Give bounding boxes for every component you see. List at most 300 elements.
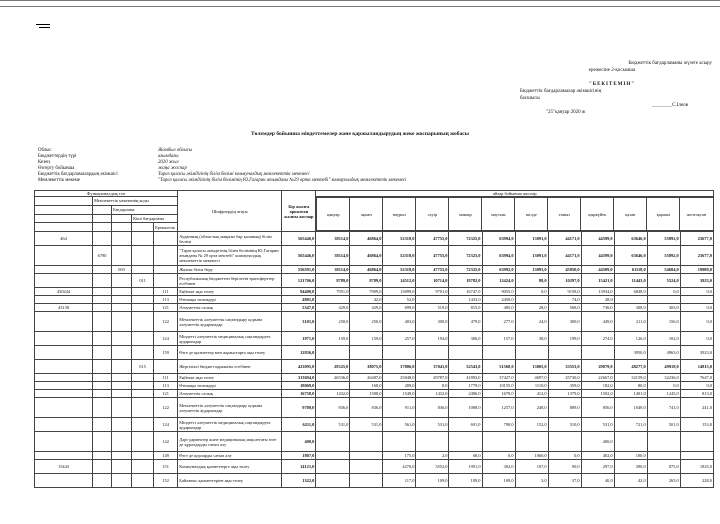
cell-subprogram — [132, 474, 154, 488]
cell-month: 159,0 — [350, 332, 383, 346]
cell-month: 44599,0 — [581, 232, 614, 246]
cell-month: 1679,0 — [482, 390, 515, 398]
cell-state-inst — [93, 452, 112, 460]
cell-state-inst — [93, 274, 112, 288]
meta-value: "Тараз қаласы әкімдігінің білім бөлімінің Ю.Гагарин атындағы №29 орта мектебі" коммуналдық мемлекеттік мекемесі — [158, 178, 407, 184]
cell-month: 22667,0 — [581, 374, 614, 382]
cell-subprogram — [132, 374, 154, 382]
cell-name: Байланыс қызметтеріне ақы төлеу — [178, 474, 282, 488]
cell-month: 33553,0 — [548, 360, 581, 374]
cell-month: 29787,0 — [416, 374, 449, 382]
cell-month: 72325,0 — [449, 232, 482, 246]
cell-month: 157,0 — [482, 332, 515, 346]
cell-program — [112, 232, 132, 246]
cell-month: 175,0 — [383, 452, 416, 460]
cell-month: 403,0 — [383, 312, 416, 332]
cell-subprogram: 015 — [132, 360, 154, 374]
cell-month: 3923,0 — [680, 274, 713, 288]
cell-month: 13099,0 — [383, 288, 416, 296]
cell-month: 400,0 — [581, 432, 614, 452]
cell-month: 10714,0 — [416, 274, 449, 288]
cell-month: 8789,0 — [350, 274, 383, 288]
cell-program — [112, 382, 132, 390]
approval-stamp: "БЕКІТЕМІН" — [589, 82, 635, 87]
cell-month: 300,0 — [416, 312, 449, 332]
cell-subprogram — [132, 398, 154, 418]
cell-month: 412,0 — [515, 390, 548, 398]
table-row — [35, 452, 714, 460]
cell-state-inst — [93, 346, 112, 360]
cell-month: 911,0 — [383, 398, 416, 418]
cell-func-group — [35, 474, 93, 488]
cell-month: 1502,0 — [581, 390, 614, 398]
cell-month: 63646,0 — [614, 232, 647, 246]
cell-month — [350, 452, 383, 460]
cell-func-group — [35, 246, 93, 266]
cell-month — [614, 432, 647, 452]
cell-month: 306,0 — [449, 332, 482, 346]
table-row — [35, 418, 714, 432]
cell-month — [449, 432, 482, 452]
meta-key: Облыс — [38, 148, 52, 153]
cell-state-inst — [93, 266, 112, 274]
approval-signer-name: С.Ілеов — [672, 103, 688, 108]
document-title: Төлемдер бойынша міндеттемелер және қаржыландырудың жеке жоспарының жобасы — [251, 131, 469, 137]
cell-month: 12424,0 — [482, 274, 515, 288]
table-row — [35, 346, 714, 360]
table-row — [35, 296, 714, 304]
cell-month: 182,0 — [581, 382, 614, 390]
cell-month: 72325,0 — [449, 266, 482, 274]
cell-month: 429,0 — [350, 304, 383, 312]
cell-month: 194,0 — [416, 332, 449, 346]
cell-month: 836,0 — [416, 398, 449, 418]
cell-month: 47755,0 — [416, 232, 449, 246]
cell-month: 1433,0 — [449, 296, 482, 304]
cell-month — [383, 432, 416, 452]
cell-month: 1401,0 — [614, 390, 647, 398]
cell-subprogram — [132, 390, 154, 398]
cell-program — [112, 390, 132, 398]
cell-month: 2450,0 — [482, 296, 515, 304]
cell-month: 0,0 — [647, 288, 680, 296]
cell-month — [316, 452, 350, 460]
month-header: қыркүйек — [581, 198, 614, 231]
cell-month: 37041,0 — [416, 360, 449, 374]
cell-state-inst — [93, 474, 112, 488]
cell-month: 741,0 — [647, 398, 680, 418]
cell-state-inst — [93, 382, 112, 390]
cell-program — [112, 312, 132, 332]
cell-name: Міндетті әлеуметтік медициналық сақтандыруға аударымдар — [178, 418, 282, 432]
cell-month — [515, 432, 548, 452]
month-header: желтоқсан — [680, 198, 713, 231]
cell-month: 44599,0 — [581, 246, 614, 266]
cell-func-group — [35, 418, 93, 432]
cell-month: 1088,0 — [449, 398, 482, 418]
cell-month: 23677,0 — [680, 232, 713, 246]
cell-month: 265,0 — [647, 474, 680, 488]
month-header: сәуір — [416, 198, 449, 231]
cell-month: 228,0 — [680, 474, 713, 488]
cell-month: 798,0 — [482, 418, 515, 432]
cell-month: 37806,0 — [383, 360, 416, 374]
cell-month: 390,0 — [614, 460, 647, 474]
cell-month: 48277,0 — [614, 360, 647, 374]
month-header: тамыз — [548, 198, 581, 231]
cell-month: 561,0 — [383, 418, 416, 432]
cell-month: 38114,0 — [316, 266, 350, 274]
cell-program — [112, 246, 132, 266]
cell-name: Еңбекке ақы төлеу — [178, 374, 282, 382]
cell-specific: 152 — [154, 474, 178, 488]
cell-month: 813,0 — [680, 390, 713, 398]
cell-month: 13005,0 — [515, 360, 548, 374]
cell-name: Дәрі-дәрмектер және медициналық мақсаттағы өзге де құралдарды сатып алу — [178, 432, 282, 452]
cell-subprogram — [132, 382, 154, 390]
table-row — [35, 332, 714, 346]
cell-state-inst — [93, 296, 112, 304]
cell-program: 003 — [112, 266, 132, 274]
cell-func-group — [35, 312, 93, 332]
header-specific: Ерекшелік — [154, 223, 178, 232]
header-name: Шифрлердің атауы — [178, 191, 282, 232]
cell-month: 52318,0 — [383, 266, 416, 274]
cell-month: 51568,0 — [482, 360, 515, 374]
cell-specific — [154, 246, 178, 266]
cell-month: 300,0 — [548, 312, 581, 332]
header-months-cell — [316, 197, 714, 232]
cell-month — [350, 432, 383, 452]
cell-month: 80,0 — [614, 382, 647, 390]
cell-func-group — [35, 360, 93, 374]
meta-key: Бюджеттік бағдарламалардың әкімшісі — [38, 172, 118, 178]
cell-month — [316, 382, 350, 390]
meta-value: Тараз қаласы әкімдігінің білім бөлімі коммуналдық мемлекеттік мекемесі — [158, 172, 310, 178]
cell-name: Республикалық бюджеттен берілетін трансферттер есебінен — [178, 274, 282, 288]
cell-month: 531,0 — [581, 418, 614, 432]
cell-total: 1807,0 — [282, 452, 316, 460]
cell-month: 159,0 — [316, 332, 350, 346]
table-row — [35, 390, 714, 398]
cell-month: 74,0 — [548, 296, 581, 304]
cell-month: 109,0 — [482, 474, 515, 488]
cell-subprogram: 011 — [132, 274, 154, 288]
cell-month: 28,0 — [581, 296, 614, 304]
cell-month: 0,0 — [416, 382, 449, 390]
cell-state-inst — [93, 312, 112, 332]
cell-month: 32159,0 — [614, 374, 647, 382]
cell-month: 856,0 — [581, 398, 614, 418]
cell-month: 0,0 — [680, 332, 713, 346]
cell-month: 9701,0 — [416, 288, 449, 296]
cell-specific — [154, 274, 178, 288]
cell-month: 485,0 — [482, 304, 515, 312]
header-subprogram: Кіші бағдарлама — [132, 214, 178, 223]
cell-program — [112, 274, 132, 288]
cell-month — [482, 432, 515, 452]
cell-month: 63646,0 — [614, 246, 647, 266]
cell-month: 889,0 — [548, 398, 581, 418]
cell-month: 736,0 — [581, 304, 614, 312]
cell-month: 63992,0 — [482, 266, 515, 274]
cell-subprogram — [132, 332, 154, 346]
cell-name: Жалпы білім беру — [178, 266, 282, 274]
cell-subprogram — [132, 460, 154, 474]
cell-month: 2496,0 — [449, 390, 482, 398]
header-months-title: айлар бойынша жоспар — [316, 191, 714, 197]
cell-month: 836,0 — [316, 398, 350, 418]
cell-month: 42,0 — [350, 296, 383, 304]
cell-func-group — [35, 390, 93, 398]
cell-month: 0,0 — [680, 382, 713, 390]
cell-program — [112, 374, 132, 382]
cell-month: 46864,0 — [350, 246, 383, 266]
header-total: Бір жылға арналған жалпы жоспар — [282, 191, 316, 232]
cell-specific: 113 — [154, 382, 178, 390]
header-row-2 — [35, 197, 714, 206]
cell-specific: 122 — [154, 398, 178, 418]
cell-state-inst — [93, 460, 112, 474]
cell-program — [112, 332, 132, 346]
cell-month: 19980,0 — [680, 266, 713, 274]
table-row — [35, 432, 714, 452]
cell-month — [647, 452, 680, 460]
cell-specific: 159 — [154, 346, 178, 360]
cell-subprogram — [132, 346, 154, 360]
cell-month: 274,0 — [581, 332, 614, 346]
table-row — [35, 382, 714, 390]
cell-month: 24,0 — [515, 312, 548, 332]
cell-specific: 124 — [154, 418, 178, 432]
cell-month: 7647,0 — [680, 374, 713, 382]
cell-total: 14121,0 — [282, 460, 316, 474]
month-headers — [316, 197, 713, 231]
cell-specific: 124 — [154, 332, 178, 346]
cell-func-group: 15443 — [35, 460, 93, 474]
cell-subprogram — [132, 266, 154, 274]
cell-month: 0,0 — [680, 288, 713, 296]
cell-month: 1060,0 — [515, 452, 548, 460]
cell-func-group — [35, 432, 93, 452]
cell-month: 402,0 — [581, 452, 614, 460]
cell-month: 1110,0 — [515, 382, 548, 390]
cell-month: 55892,0 — [647, 246, 680, 266]
cell-month — [316, 460, 350, 474]
cell-program — [112, 418, 132, 432]
cell-specific — [154, 232, 178, 246]
cell-specific: 142 — [154, 432, 178, 452]
cell-name: Еңбекке ақы төлеу — [178, 288, 282, 296]
cell-func-group: 43138 — [35, 304, 93, 312]
cell-month: 0,0 — [680, 304, 713, 312]
corner-mark — [36, 22, 52, 30]
approval-admin-2: басшысы — [520, 96, 540, 101]
cell-month: 0,0 — [647, 382, 680, 390]
cell-specific: 121 — [154, 304, 178, 312]
table-row — [35, 474, 714, 488]
cell-month: 4270,0 — [383, 460, 416, 474]
cell-month: 2,0 — [416, 452, 449, 460]
cell-month: 501,0 — [647, 418, 680, 432]
cell-month: 531,0 — [316, 418, 350, 432]
cell-state-inst — [93, 332, 112, 346]
cell-month: 14815,0 — [680, 360, 713, 374]
cell-month — [350, 346, 383, 360]
cell-month: 6848,0 — [614, 288, 647, 296]
table-row — [35, 232, 714, 246]
cell-state-inst — [93, 232, 112, 246]
table-row — [35, 360, 714, 374]
cell-name: Мемлекеттік әлеуметтік сақтандыру қорына әлеуметтік аударымдар — [178, 312, 282, 332]
cell-month: 19782,0 — [449, 274, 482, 288]
cell-month — [647, 296, 680, 304]
cell-specific — [154, 266, 178, 274]
cell-month — [316, 474, 350, 488]
cell-subprogram — [132, 418, 154, 432]
cell-month: 1257,0 — [482, 398, 515, 418]
month-header: қаңтар — [317, 198, 350, 231]
cell-program — [112, 474, 132, 488]
approval-line-1: Бюджеттік бағдарламаны жүзеге асыру — [628, 61, 712, 66]
cell-month: 72325,0 — [449, 246, 482, 266]
cell-month: 55892,0 — [647, 232, 680, 246]
cell-total: 12836,0 — [282, 346, 316, 360]
cell-month: 49918,0 — [647, 360, 680, 374]
cell-month — [515, 346, 548, 360]
cell-subprogram — [132, 296, 154, 304]
cell-month: 199,0 — [548, 332, 581, 346]
cell-name: Міндетті әлеуметтік медициналық сақтандыруға аударымдар — [178, 332, 282, 346]
cell-month — [680, 432, 713, 452]
cell-month: 257,0 — [383, 332, 416, 346]
approval-date: "25"қаңтар 2020 ж — [546, 110, 586, 115]
cell-month — [614, 296, 647, 304]
cell-month: 250,0 — [350, 312, 383, 332]
cell-month: 52543,0 — [449, 360, 482, 374]
cell-func-group: 464 — [35, 232, 93, 246]
cell-total: 121706,0 — [282, 274, 316, 288]
cell-month: 7951,0 — [316, 288, 350, 296]
cell-month: 297,0 — [581, 460, 614, 474]
month-header-row — [317, 198, 713, 231]
cell-month — [316, 432, 350, 452]
cell-func-group — [35, 274, 93, 288]
cell-month: 44171,0 — [548, 232, 581, 246]
table-row — [35, 246, 714, 266]
cell-month: 38114,0 — [316, 246, 350, 266]
cell-month — [416, 296, 449, 304]
cell-month: 9055,0 — [482, 288, 515, 296]
cell-total: 423095,0 — [282, 360, 316, 374]
cell-month: 52,0 — [383, 296, 416, 304]
month-header: маусым — [482, 198, 515, 231]
cell-month: 1245,0 — [647, 390, 680, 398]
cell-month: 1588,0 — [350, 390, 383, 398]
cell-name: Коммуналдық қызметтерге ақы төлеу — [178, 460, 282, 474]
cell-month: 29079,0 — [581, 360, 614, 374]
cell-month: 5524,0 — [647, 274, 680, 288]
cell-month: 250,0 — [316, 312, 350, 332]
month-header: наурыз — [383, 198, 416, 231]
meta-key: Бюджеттердің түрі — [38, 154, 77, 160]
cell-month — [581, 346, 614, 360]
cell-month: 0,0 — [680, 312, 713, 332]
cell-month — [316, 346, 350, 360]
month-header: мамыр — [449, 198, 482, 231]
cell-total: 1322,0 — [282, 474, 316, 488]
cell-program — [112, 432, 132, 452]
cell-month — [647, 432, 680, 452]
cell-month: 45850,0 — [548, 266, 581, 274]
cell-month: 13091,0 — [515, 246, 548, 266]
cell-month: 10297,0 — [548, 274, 581, 288]
cell-month: 42,0 — [614, 474, 647, 488]
cell-month: 52318,0 — [383, 232, 416, 246]
cell-month: 44509,0 — [581, 266, 614, 274]
cell-month: 46864,0 — [350, 232, 383, 246]
cell-state-inst — [93, 398, 112, 418]
cell-total: 94400,0 — [282, 288, 316, 296]
cell-total: 556591,0 — [282, 266, 316, 274]
cell-month: 302,0 — [482, 460, 515, 474]
cell-month: 289,0 — [383, 382, 416, 390]
cell-total: 6211,0 — [282, 418, 316, 432]
cell-month — [680, 452, 713, 460]
cell-month: 10155,0 — [482, 382, 515, 390]
cell-month: 23677,0 — [680, 246, 713, 266]
cell-name: Әлеуметтік салық — [178, 304, 282, 312]
cell-month: 11443,0 — [614, 274, 647, 288]
cell-month: 721,0 — [614, 418, 647, 432]
cell-month — [416, 432, 449, 452]
cell-month: 46864,0 — [350, 266, 383, 274]
cell-specific: 111 — [154, 288, 178, 296]
cell-total: 9780,0 — [282, 398, 316, 418]
cell-subprogram — [132, 432, 154, 452]
cell-state-inst — [93, 432, 112, 452]
meta-value: ағымдағы — [158, 154, 179, 160]
cell-specific: 111 — [154, 374, 178, 382]
cell-month: 836,0 — [350, 398, 383, 418]
cell-program — [112, 360, 132, 374]
page-separator-line — [0, 6, 720, 7]
cell-name: Мемлекеттік әлеуметтік сақтандыру қорына әлеуметтік аударымдар — [178, 398, 282, 418]
cell-func-group — [35, 332, 93, 346]
cell-month: 38,0 — [515, 332, 548, 346]
cell-month: 88,0 — [515, 274, 548, 288]
cell-month — [449, 346, 482, 360]
cell-state-inst: 6780 — [93, 246, 112, 266]
cell-subprogram — [132, 304, 154, 312]
cell-month: 153,0 — [680, 418, 713, 432]
cell-month: 875,0 — [647, 460, 680, 474]
cell-month: 107,0 — [515, 460, 548, 474]
cell-func-group — [35, 266, 93, 274]
cell-month: 13091,0 — [515, 232, 548, 246]
cell-program — [112, 346, 132, 360]
cell-month: 41893,0 — [449, 374, 482, 382]
cell-month: 9158,0 — [548, 288, 581, 296]
cell-state-inst — [93, 374, 112, 382]
cell-month — [350, 460, 383, 474]
cell-month: 14512,0 — [383, 274, 416, 288]
cell-month: 28,0 — [515, 304, 548, 312]
cell-month — [680, 296, 713, 304]
cell-month: 68,0 — [449, 452, 482, 460]
cell-month: 126,0 — [614, 332, 647, 346]
cell-month: 1779,0 — [449, 382, 482, 390]
